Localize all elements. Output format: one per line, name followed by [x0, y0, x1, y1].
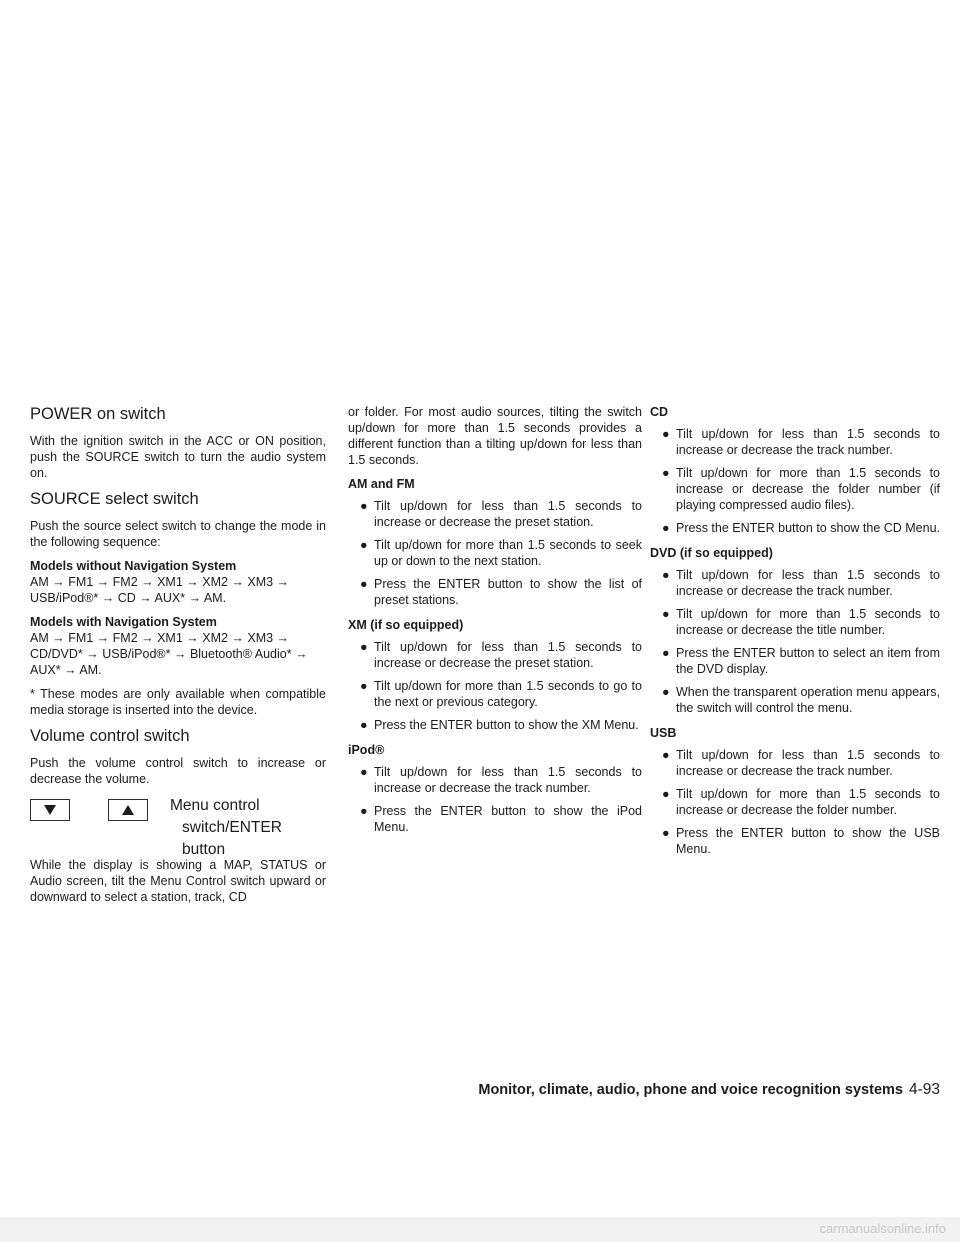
subheading-am-fm: AM and FM	[348, 477, 415, 491]
am-fm-list	[348, 498, 642, 608]
menu-control-illustration	[30, 795, 326, 858]
volume-paragraph: Push the volume control switch to increase or decrease the volume.	[30, 756, 326, 786]
up-triangle-icon	[121, 804, 135, 816]
bullet-icon: ●	[360, 765, 368, 779]
bullet-icon: ●	[662, 466, 670, 480]
bullet-icon: ●	[662, 646, 670, 660]
cd-list	[650, 426, 940, 536]
list-item: ● Press the ENTER button to show the list of preset stations.	[360, 577, 642, 607]
footer-title: Monitor, climate, audio, phone and voice recognition systems	[478, 1082, 903, 1098]
bullet-icon: ●	[662, 427, 670, 441]
subheading-ipod: iPod®	[348, 743, 385, 757]
source-paragraph: Push the source select switch to change the mode in the following sequence:	[30, 519, 326, 549]
page-number: 4-93	[908, 1081, 940, 1098]
watermark-text: carmanualsonline.info	[819, 1221, 946, 1236]
list-item: ● Tilt up/down for less than 1.5 seconds to increase or decrease the preset station.	[360, 499, 642, 529]
bullet-icon: ●	[360, 640, 368, 654]
list-item: ● Tilt up/down for more than 1.5 seconds to increase or decrease the title number.	[662, 607, 940, 637]
bullet-icon: ●	[360, 679, 368, 693]
list-item: ● Press the ENTER button to show the XM Menu.	[360, 718, 639, 732]
column-right	[650, 404, 940, 866]
list-item: ● Tilt up/down for more than 1.5 seconds to increase or decrease the folder number (if playing compressed audio files).	[662, 466, 940, 512]
menu-control-label-line1: Menu control	[170, 797, 260, 814]
up-key	[108, 799, 148, 821]
sequence-with-nav: AM → FM1 → FM2 → XM1 → XM2 → XM3 → CD/DVD* → USB/iPod®* → Bluetooth® Audio* → AUX* → AM.	[30, 631, 308, 677]
column-left	[30, 404, 326, 913]
subheading-dvd: DVD (if so equipped)	[650, 546, 773, 560]
bullet-icon: ●	[662, 521, 670, 535]
list-item: ● Press the ENTER button to show the iPod Menu.	[360, 804, 642, 834]
list-item: ● Tilt up/down for more than 1.5 seconds to increase or decrease the folder number.	[662, 787, 940, 817]
xm-list	[348, 639, 642, 733]
ipod-list	[348, 764, 642, 835]
menu-paragraph: While the display is showing a MAP, STATUS or Audio screen, tilt the Menu Control switch upward or downward to select a station, track, CD	[30, 858, 326, 904]
list-item: ● Tilt up/down for more than 1.5 seconds to go to the next or previous category.	[360, 679, 642, 709]
list-item: ● Tilt up/down for less than 1.5 seconds to increase or decrease the track number.	[662, 748, 940, 778]
down-key	[30, 799, 70, 821]
bullet-icon: ●	[360, 718, 368, 732]
bullet-icon: ●	[360, 538, 368, 552]
bullet-icon: ●	[360, 577, 368, 591]
list-item: ● Tilt up/down for less than 1.5 seconds to increase or decrease the track number.	[662, 427, 940, 457]
usb-list	[650, 747, 940, 857]
bullet-icon: ●	[360, 804, 368, 818]
heading-volume-switch: Volume control switch	[30, 727, 190, 745]
heading-power-switch: POWER on switch	[30, 405, 166, 423]
bullet-icon: ●	[662, 787, 670, 801]
bullet-icon: ●	[662, 607, 670, 621]
list-item: ● When the transparent operation menu appears, the switch will control the menu.	[662, 685, 940, 715]
list-item: ● Press the ENTER button to show the CD Menu.	[662, 521, 941, 535]
subheading-without-nav: Models without Navigation System	[30, 559, 237, 573]
watermark-bar	[0, 1217, 960, 1242]
continued-paragraph: or folder. For most audio sources, tilting the switch up/down for more than 1.5 seconds provides a different function than a tilting up/down for less than 1.5 seconds.	[348, 405, 642, 467]
down-triangle-icon	[43, 804, 57, 816]
heading-source-switch: SOURCE select switch	[30, 490, 199, 508]
dvd-list	[650, 567, 940, 716]
column-middle	[348, 404, 642, 844]
bullet-icon: ●	[662, 748, 670, 762]
bullet-icon: ●	[662, 568, 670, 582]
menu-control-label-line2: switch/ENTER button	[182, 819, 282, 858]
bullet-icon: ●	[662, 826, 670, 840]
list-item: ● Tilt up/down for less than 1.5 seconds to increase or decrease the preset station.	[360, 640, 642, 670]
footnote: * These modes are only available when compatible media storage is inserted into the device.	[30, 687, 326, 717]
bullet-icon: ●	[360, 499, 368, 513]
list-item: ● Tilt up/down for less than 1.5 seconds to increase or decrease the track number.	[662, 568, 940, 598]
bullet-icon: ●	[662, 685, 670, 699]
subheading-xm: XM (if so equipped)	[348, 618, 464, 632]
subheading-usb: USB	[650, 726, 677, 740]
menu-control-label	[170, 795, 326, 861]
subheading-cd: CD	[650, 405, 669, 419]
list-item: ● Press the ENTER button to select an item from the DVD display.	[662, 646, 940, 676]
subheading-with-nav: Models with Navigation System	[30, 615, 217, 629]
list-item: ● Press the ENTER button to show the USB Menu.	[662, 826, 940, 856]
list-item: ● Tilt up/down for less than 1.5 seconds to increase or decrease the track number.	[360, 765, 642, 795]
sequence-without-nav: AM → FM1 → FM2 → XM1 → XM2 → XM3 → USB/iPod®* → CD → AUX* → AM.	[30, 575, 290, 605]
list-item: ● Tilt up/down for more than 1.5 seconds to seek up or down to the next station.	[360, 538, 642, 568]
page-footer	[450, 1081, 940, 1099]
power-paragraph: With the ignition switch in the ACC or ON position, push the SOURCE switch to turn the audio system on.	[30, 434, 326, 480]
